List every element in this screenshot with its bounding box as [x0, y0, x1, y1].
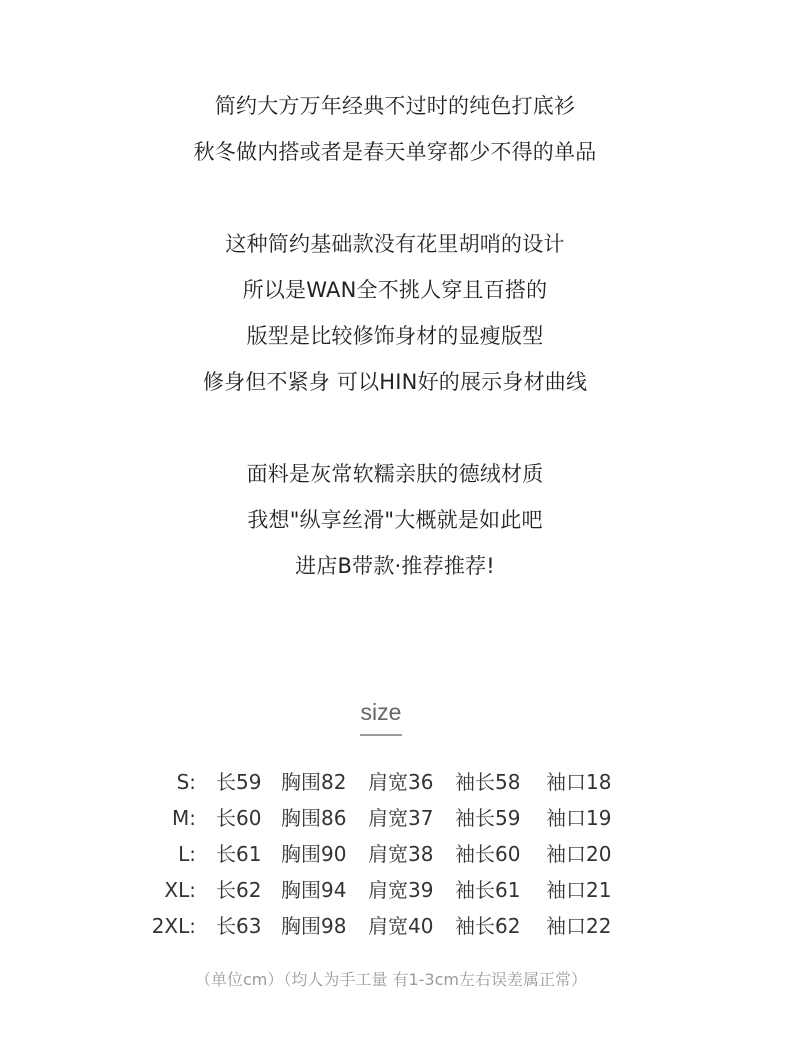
sleeve-value: 袖长61: [455, 878, 521, 902]
sleeve-value: 袖长59: [455, 806, 521, 830]
chest-value: 胸围94: [281, 878, 347, 902]
intro-line-1: 简约大方万年经典不过时的纯色打底衫: [214, 94, 576, 118]
sleeve-value: 袖长60: [455, 842, 521, 866]
size-row: [0, 839, 790, 869]
sleeve-value: 袖长58: [455, 770, 521, 794]
length-value: 长59: [216, 770, 262, 794]
cuff-value: 袖口20: [546, 842, 612, 866]
size-row: [0, 911, 790, 941]
intro-line-2: 秋冬做内搭或者是春天单穿都少不得的单品: [193, 140, 597, 164]
shoulder-value: 肩宽37: [368, 806, 434, 830]
length-value: 长62: [216, 878, 262, 902]
chest-value: 胸围86: [281, 806, 347, 830]
intro-line-7: 面料是灰常软糯亲肤的德绒材质: [246, 462, 544, 486]
size-row: [0, 875, 790, 905]
cuff-value: 袖口21: [546, 878, 612, 902]
intro-line-3: 这种简约基础款没有花里胡哨的设计: [225, 232, 565, 256]
shoulder-value: 肩宽36: [368, 770, 434, 794]
intro-line-6: 修身但不紧身 可以HIN好的展示身材曲线: [202, 370, 588, 394]
measurement-note: （单位cm）（均人为手工量 有1-3cm左右误差属正常）: [195, 970, 587, 989]
intro-line-9: 进店B带款·推荐推荐!: [295, 554, 495, 578]
length-value: 长63: [216, 914, 262, 938]
chest-value: 胸围90: [281, 842, 347, 866]
size-row: [0, 767, 790, 797]
size-label: L:: [178, 842, 196, 866]
cuff-value: 袖口19: [546, 806, 612, 830]
size-heading: size: [360, 699, 402, 725]
chest-value: 胸围98: [281, 914, 347, 938]
cuff-value: 袖口22: [546, 914, 612, 938]
shoulder-value: 肩宽40: [368, 914, 434, 938]
length-value: 长60: [216, 806, 262, 830]
cuff-value: 袖口18: [546, 770, 612, 794]
length-value: 长61: [216, 842, 262, 866]
size-label: S:: [176, 770, 196, 794]
intro-line-8: 我想"纵享丝滑"大概就是如此吧: [247, 508, 543, 532]
size-row: [0, 803, 790, 833]
intro-line-5: 版型是比较修饰身材的显瘦版型: [246, 324, 544, 348]
sleeve-value: 袖长62: [455, 914, 521, 938]
size-label: 2XL:: [151, 914, 196, 938]
shoulder-value: 肩宽39: [368, 878, 434, 902]
size-label: M:: [172, 806, 196, 830]
shoulder-value: 肩宽38: [368, 842, 434, 866]
size-heading-underline: [360, 734, 402, 736]
intro-line-4: 所以是WAN全不挑人穿且百搭的: [242, 278, 548, 302]
size-label: XL:: [164, 878, 196, 902]
chest-value: 胸围82: [281, 770, 347, 794]
